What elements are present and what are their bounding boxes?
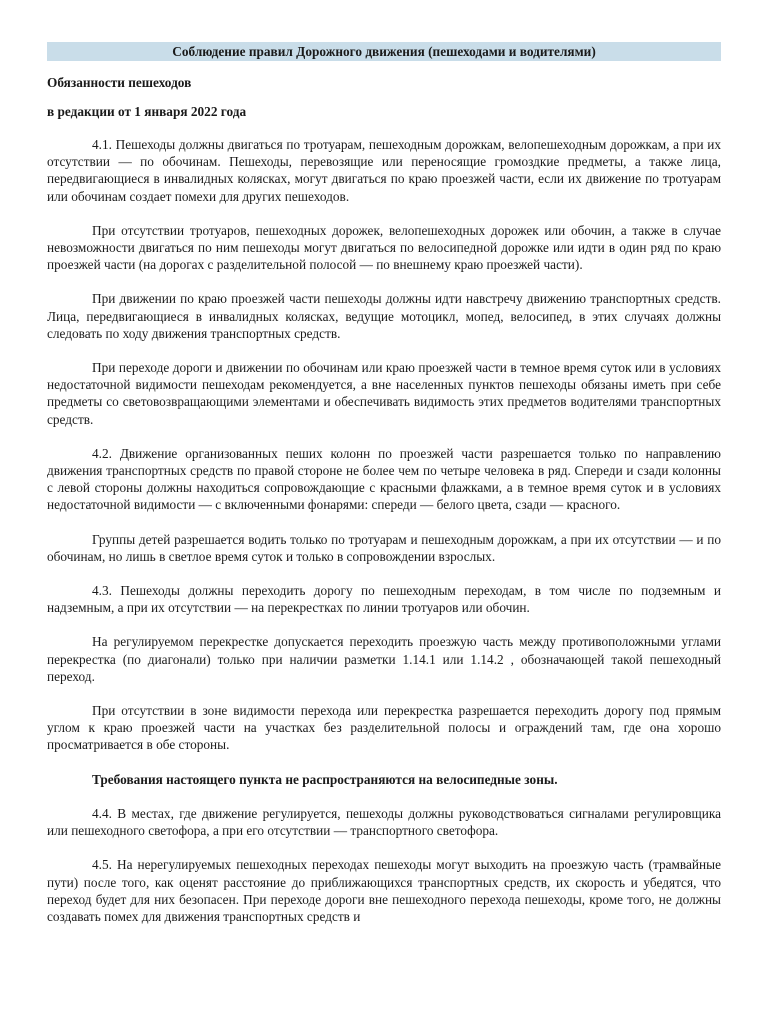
paragraph-4-4: 4.4. В местах, где движение регулируется, пешеходы должны руководствоваться сигналами регулировщика или пешеходного светофора, а при его отсутствии — транспортного светофора.: [47, 805, 721, 839]
document-page: [47, 42, 721, 925]
edition-note: в редакции от 1 января 2022 года: [47, 104, 247, 119]
paragraph-4-2: 4.2. Движение организованных пеших колонн по проезжей части разрешается только по направлению движения транспортных средств по правой стороне не более чем по четыре человека в ряд. Спереди и сзади колонны с левой стороны должны находиться сопровождающие с красными флажками, а в темное время суток и в условиях недостаточной видимости — с включенными фонарями: спереди — белого цвета, сзади — красного.: [47, 445, 721, 513]
paragraph-diagonal-crossing: На регулируемом перекрестке допускается переходить проезжую часть между противоположными углами перекрестка (по диагонали) только при наличии разметки 1.14.1 или 1.14.2 , обозначающей такой пешеходный переход.: [47, 634, 721, 684]
section-heading: Обязанности пешеходов: [47, 75, 192, 90]
paragraph-right-angle: При отсутствии в зоне видимости перехода или перекрестка разрешается переходить дорогу под прямым углом к краю проезжей части на участках без разделительной полосы и ограждений там, где она хорошо просматривается в обе стороны.: [47, 703, 721, 753]
paragraph-children-groups: Группы детей разрешается водить только по тротуарам и пешеходным дорожкам, а при их отсутствии — и по обочинам, но лишь в светлое время суток и только в сопровождении взрослых.: [47, 531, 721, 564]
paragraph-no-sidewalks: При отсутствии тротуаров, пешеходных дорожек, велопешеходных дорожек или обочин, а также в случае невозможности двигаться по ним пешеходы могут двигаться по велосипедной дорожке или идти в один ряд по краю проезжей части (на дорогах с разделительной полосой — по внешнему краю проезжей части).: [47, 222, 721, 273]
paragraph-bicycle-zones: Требования настоящего пункта не распространяются на велосипедные зоны.: [92, 771, 558, 787]
paragraph-4-3: 4.3. Пешеходы должны переходить дорогу по пешеходным переходам, в том числе по подземным и надземным, а при их отсутствии — на перекрестках по линии тротуаров или обочин.: [47, 583, 721, 616]
paragraph-road-edge: При движении по краю проезжей части пешеходы должны идти навстречу движению транспортных средств. Лица, передвигающиеся в инвалидных колясках, ведущие мотоцикл, мопед, велосипед, в этих случаях должны следовать по ходу движения транспортных средств.: [47, 291, 721, 341]
document-title: Соблюдение правил Дорожного движения (пешеходами и водителями): [47, 42, 721, 61]
paragraph-4-5: 4.5. На нерегулируемых пешеходных переходах пешеходы могут выходить на проезжую часть (трамвайные пути) после того, как оценят расстояние до приближающихся транспортных средств, их скорость и убедятся, что переход будет для них безопасен. При переходе дороги вне пешеходного перехода пешеходы, кроме того, не должны создавать помех для движения транспортных средств и: [47, 857, 721, 924]
paragraph-reflective: При переходе дороги и движении по обочинам или краю проезжей части в темное время суток или в условиях недостаточной видимости пешеходам рекомендуется, а вне населенных пунктов пешеходы обязаны иметь при себе предметы со световозвращающими элементами и обеспечивать видимость этих предметов водителями транспортных средств.: [47, 360, 721, 427]
paragraph-4-1: 4.1. Пешеходы должны двигаться по тротуарам, пешеходным дорожкам, велопешеходным дорожкам, а при их отсутствии — по обочинам. Пешеходы, перевозящие или переносящие громоздкие предметы, а также лица, передвигающиеся в инвалидных колясках, могут двигаться по краю проезжей части, если их движение по тротуарам или обочинам создает помехи для других пешеходов.: [47, 137, 721, 204]
